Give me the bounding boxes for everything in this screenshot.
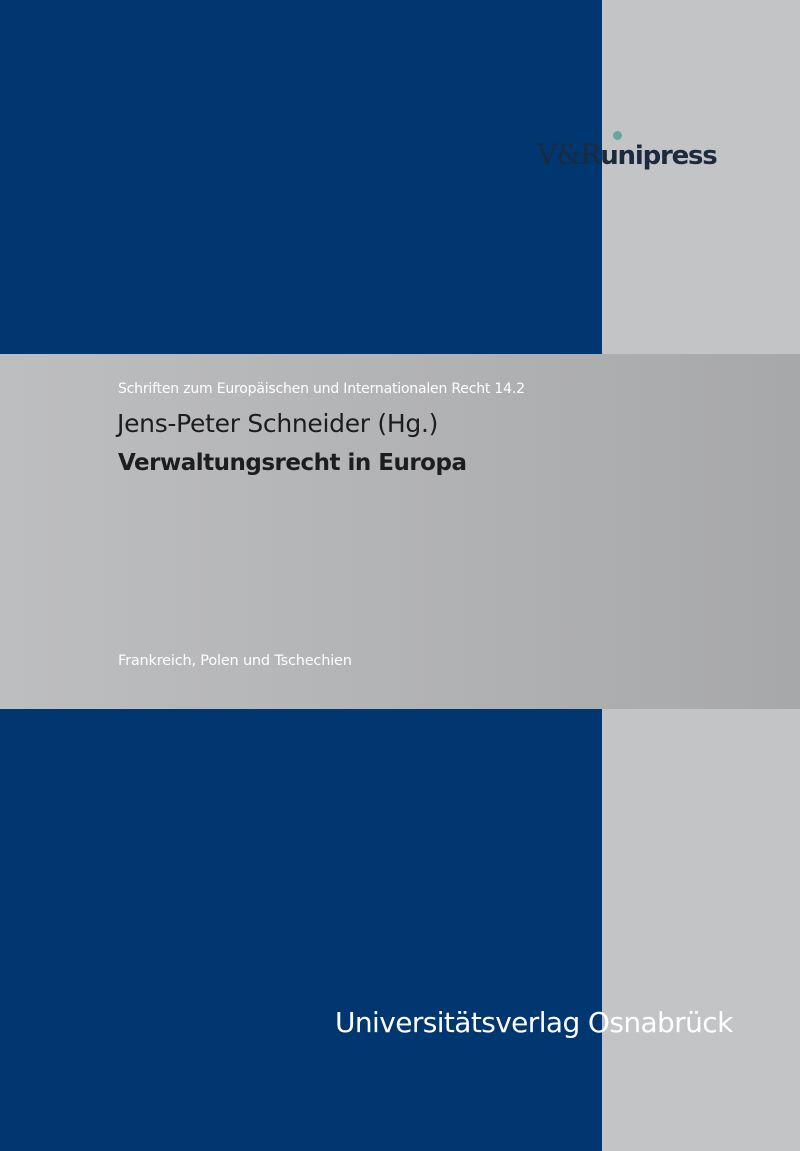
editor-name: Jens-Peter Schneider (Hg.): [117, 409, 439, 438]
navy-panel-top: [0, 0, 602, 354]
logo-name: unipress: [600, 141, 717, 171]
logo-dot-icon: [613, 131, 622, 140]
publisher-name: Universitätsverlag Osnabrück: [335, 1006, 733, 1039]
logo-prefix: V&R: [537, 138, 601, 171]
publisher-logo: [537, 138, 717, 178]
navy-panel-bottom: [0, 709, 602, 1151]
grey-panel-bottom: [602, 709, 800, 1151]
book-title: Verwaltungsrecht in Europa: [118, 450, 467, 476]
series-title: Schriften zum Europäischen und Internationalen Recht 14.2: [118, 381, 525, 397]
book-subtitle: Frankreich, Polen und Tschechien: [118, 653, 352, 669]
